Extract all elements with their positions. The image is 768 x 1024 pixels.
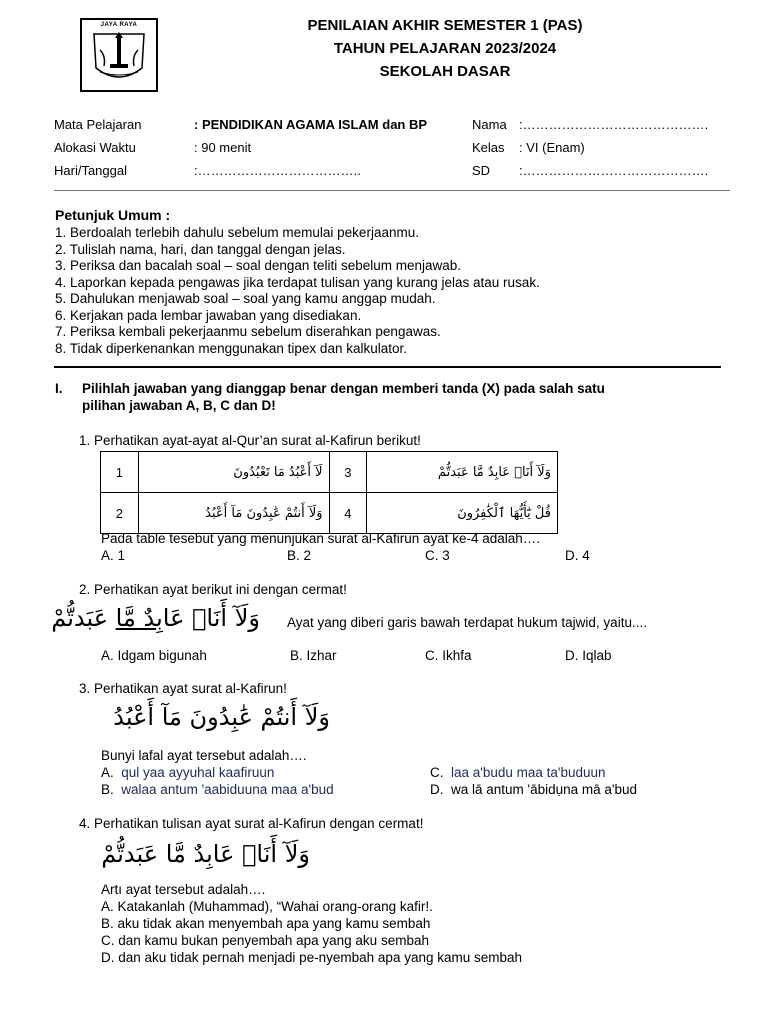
q3-question: Bunyi lafal ayat tersebut adalah….: [101, 748, 307, 763]
petunjuk-item: 3. Periksa dan bacalah soal – soal dengan teliti sebelum menjawab.: [55, 258, 462, 273]
q2-stem: 2. Perhatikan ayat berikut ini dengan cermat!: [79, 582, 347, 597]
q4-question: Artı ayat tersebut adalah….: [101, 882, 266, 897]
q1-option-a[interactable]: A. 1: [101, 548, 126, 563]
q3-ayat: وَلَآ أَنتُمْ عَٰبِدُونَ مَآ أَعْبُدُ: [113, 703, 330, 731]
mapel-label: Mata Pelajaran: [54, 117, 142, 132]
petunjuk-item: 6. Kerjakan pada lembar jawaban yang disediakan.: [55, 307, 362, 323]
mapel-value: : PENDIDIKAN AGAMA ISLAM dan BP: [194, 117, 428, 132]
hari-label: Hari/Tanggal: [54, 163, 127, 178]
table-cell-num: 3: [329, 452, 367, 493]
petunjuk-item: 7. Periksa kembali pekerjaanmu sebelum diserahkan pengawas.: [55, 324, 441, 339]
school-logo: [80, 18, 158, 92]
kelas-label: Kelas: [472, 140, 505, 155]
q3-option-a-letter: A.: [101, 765, 114, 780]
q4-option-a[interactable]: A. Katakanlah (Muhammad), “Wahai orang-orang kafir!.: [101, 899, 433, 914]
q2-ayat: [51, 604, 260, 632]
q2-option-b[interactable]: B. Izhar: [290, 648, 337, 663]
divider: [54, 190, 730, 191]
q2-ayat-underlined: دٌ مَّا: [115, 604, 157, 632]
petunjuk-item: 4. Laporkan kepada pengawas jika terdapat tulisan yang kurang jelas atau rusak.: [55, 274, 540, 290]
table-cell-num: 2: [101, 493, 139, 534]
q1-stem: 1. Perhatikan ayat-ayat al-Qur’an surat al-Kafirun berikut!: [79, 433, 421, 448]
ayat-table: [100, 451, 558, 534]
petunjuk-list: [55, 225, 540, 357]
q3-option-b-letter: B.: [101, 782, 114, 797]
nama-label: Nama: [472, 117, 507, 132]
sd-label: SD: [472, 163, 491, 178]
table-row: [101, 493, 558, 534]
section-instruction-1: Pilihlah jawaban yang dianggap benar dengan memberi tanda (X) pada salah satu: [82, 381, 605, 396]
q1-question: Pada table tesebut yang menunjukan surat al-Kafirun ayat ke-4 adalah….: [101, 531, 541, 546]
title-line-3: SEKOLAH DASAR: [379, 63, 511, 80]
q4-ayat: وَلَآ أَنَا۠ عَابِدٌ مَّا عَبَدتُّمْ: [101, 840, 310, 868]
q3-option-b-text: walaa antum 'aabiduuna maa a'bud: [121, 782, 334, 797]
section-instruction-2: pilihan jawaban A, B, C dan D!: [82, 398, 276, 413]
alokasi-value: : 90 menit: [194, 140, 252, 155]
q3-option-c-text: laa a'budu maa ta'buduun: [451, 765, 606, 780]
q3-option-b[interactable]: [101, 782, 334, 799]
q3-option-c-letter: C.: [430, 765, 444, 780]
q1-option-d[interactable]: D. 4: [565, 548, 590, 563]
q2-option-d[interactable]: D. Iqlab: [565, 648, 612, 663]
q3-option-d-letter: D.: [430, 782, 444, 797]
table-row: [101, 452, 558, 493]
q2-ayat-part: وَلَآ أَنَا۠ عَابِ: [156, 604, 260, 632]
q4-option-c[interactable]: C. dan kamu bukan penyembah apa yang aku sembah: [101, 933, 429, 948]
q4-option-b[interactable]: B. aku tidak akan menyembah apa yang kamu sembah: [101, 916, 431, 931]
table-cell-ayat: لَآ أَعْبُدُ مَا تَعْبُدُونَ: [138, 452, 329, 493]
alokasi-label: Alokasi Waktu: [54, 140, 136, 155]
q3-option-a[interactable]: [101, 765, 274, 782]
q3-option-a-text: qul yaa ayyuhal kaafiruun: [121, 765, 275, 780]
q2-option-c[interactable]: C. Ikhfa: [425, 648, 472, 663]
q3-stem: 3. Perhatikan ayat surat al-Kafirun!: [79, 681, 287, 696]
title-line-1: PENILAIAN AKHIR SEMESTER 1 (PAS): [307, 17, 583, 34]
divider-thick: [54, 366, 721, 368]
table-cell-ayat: قُلْ يَٰٓأَيُّهَا ٱلْكَٰفِرُونَ: [367, 493, 558, 534]
q1-option-b[interactable]: B. 2: [287, 548, 312, 563]
hari-value: :………………………………..: [194, 163, 361, 178]
monument-icon: [82, 20, 156, 90]
table-cell-num: 1: [101, 452, 139, 493]
q3-option-d-text: wa lā antum 'ābidụna mā a'bud: [451, 782, 638, 797]
q2-option-a[interactable]: A. Idgam bigunah: [101, 648, 207, 663]
petunjuk-item: 1. Berdoalah terlebih dahulu sebelum memulai pekerjaanmu.: [55, 225, 419, 240]
title-line-2: TAHUN PELAJARAN 2023/2024: [333, 40, 557, 57]
q4-stem: 4. Perhatikan tulisan ayat surat al-Kafirun dengan cermat!: [79, 816, 424, 831]
q3-option-d[interactable]: [430, 782, 637, 799]
q4-option-d[interactable]: D. dan aku tidak pernah menjadi pe-nyembah apa yang kamu sembah: [101, 950, 523, 965]
table-cell-ayat: وَلَآ أَنتُمْ عَٰبِدُونَ مَآ أَعْبُدُ: [138, 493, 329, 534]
table-cell-ayat: وَلَآ أَنَا۠ عَابِدٌ مَّا عَبَدتُّمْ: [367, 452, 558, 493]
kelas-value: : VI (Enam): [519, 140, 585, 155]
q1-option-c[interactable]: C. 3: [425, 548, 450, 563]
petunjuk-item: 8. Tidak diperkenankan menggunakan tipex dan kalkulator.: [55, 340, 407, 356]
table-cell-num: 4: [329, 493, 367, 534]
petunjuk-item: 5. Dahulukan menjawab soal – soal yang kamu anggap mudah.: [55, 291, 436, 306]
q2-question: Ayat yang diberi garis bawah terdapat hukum tajwid, yaitu....: [287, 615, 647, 630]
petunjuk-title: Petunjuk Umum :: [55, 207, 171, 223]
sd-value: :…………………………………….: [519, 163, 709, 178]
section-number: I.: [55, 381, 63, 396]
logo-caption: JAYA RAYA: [100, 22, 138, 28]
q3-option-c[interactable]: [430, 765, 606, 782]
nama-value: :…………………………………….: [519, 117, 709, 132]
q2-ayat-part: عَبَدتُّمْ: [51, 604, 116, 632]
petunjuk-item: 2. Tulislah nama, hari, dan tanggal dengan jelas.: [55, 241, 346, 257]
